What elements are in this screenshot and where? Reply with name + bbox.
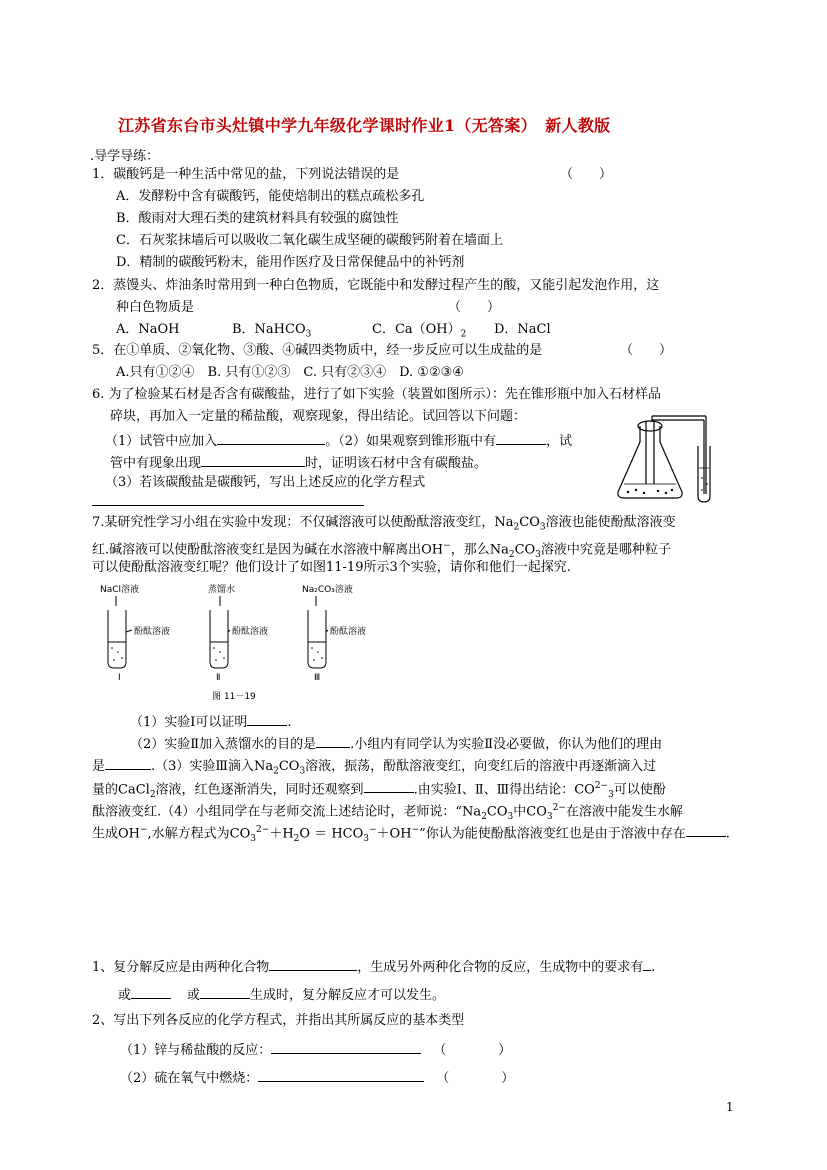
tube-3-label: 酚酞溶液 bbox=[330, 627, 367, 637]
q7-blank-3[interactable] bbox=[105, 755, 151, 770]
q5-stem: 5．在①单质、②氧化物、③酸、④碱四类物质中，经一步反应可以生成盐的是 bbox=[92, 343, 543, 358]
q2-option-c: C．$Ca(OH)_2$ bbox=[372, 322, 467, 340]
q7-blank-2[interactable] bbox=[316, 733, 350, 748]
section-heading: .导学导练： bbox=[90, 149, 160, 164]
q1-option-c: C．石灰浆抹墙后可以吸收二氧化碳生成坚硬的碳酸钙附着在墙面上 bbox=[116, 233, 503, 248]
figure-caption: 图 11－19 bbox=[212, 692, 256, 702]
page-title: 江苏省东台市头灶镇中学九年级化学课时作业1（无答案） 新人教版 bbox=[118, 116, 611, 135]
p2-line-5: （2）硫在氧气中燃烧： （ ） bbox=[120, 1067, 514, 1088]
page-number: 1 bbox=[726, 1100, 734, 1114]
q2-option-d: D．NaCl bbox=[494, 322, 551, 337]
p2-blank-1[interactable] bbox=[269, 956, 357, 971]
q2-answer-paren[interactable]: （ ） bbox=[448, 300, 501, 315]
tube-2-roman: Ⅱ bbox=[216, 673, 221, 683]
p2-blank-4[interactable] bbox=[200, 984, 250, 999]
q7-answer-3: 是 .（3）实验Ⅲ滴入$Na_2CO_3$溶液，振荡，酚酞溶液变红，向变红后的溶液中再逐渐滴入过 bbox=[92, 755, 656, 781]
p2-line-3: 2、写出下列各反应的化学方程式，并指出其所属反应的基本类型 bbox=[92, 1013, 465, 1028]
q7-blank-1[interactable] bbox=[247, 711, 287, 726]
q6-blank-2[interactable] bbox=[496, 430, 546, 445]
q7-answer-1: （1）实验Ⅰ可以证明 . bbox=[130, 711, 292, 732]
q7-blank-4[interactable] bbox=[364, 778, 414, 793]
tube-1-roman: Ⅰ bbox=[118, 673, 121, 683]
p2-line-1: 1、复分解反应是由两种化合物 ，生成另外两种化合物的反应，生成物中的要求有 . bbox=[92, 956, 655, 977]
q7-line-1: 7.某研究性学习小组在实验中发现：不仅碱溶液可以使酚酞溶液变红，$Na_2CO_3$溶液也能使酚酞溶液变 bbox=[92, 515, 676, 533]
q6-line-2: 碎块，再加入一定量的稀盐酸，观察现象，得出结论。试回答以下问题： bbox=[110, 409, 527, 424]
q6-line-5: （3）若该碳酸盐是碳酸钙，写出上述反应的化学方程式 bbox=[105, 475, 426, 490]
q2-stem-2: 种白色物质是 bbox=[116, 300, 195, 315]
tube-3-reagent: Na₂CO₃溶液 bbox=[302, 585, 353, 595]
p2-line-2: 或 或 生成时，复分解反应才可以发生。 bbox=[118, 984, 445, 1005]
apparatus-diagram bbox=[608, 412, 738, 504]
q7-blank-5[interactable] bbox=[686, 822, 726, 837]
q1-option-a: A．发酵粉中含有碳酸钙，能使焙制出的糕点疏松多孔 bbox=[116, 189, 425, 204]
q1-option-b: B．酸雨对大理石类的建筑材料具有较强的腐蚀性 bbox=[116, 211, 399, 226]
q7-answer-2: （2）实验Ⅱ加入蒸馏水的目的是 .小组内有同学认为实验Ⅱ没必要做，你认为他们的理由 bbox=[130, 733, 662, 754]
q6-blank-3[interactable] bbox=[201, 452, 305, 467]
q5-answer-paren[interactable]: （ ） bbox=[620, 343, 673, 358]
p2-line-4: （1）锌与稀盐酸的反应： （ ） bbox=[120, 1039, 511, 1060]
q6-line-3: （1）试管中应加入 。（2）如果观察到锥形瓶中有 ，试 bbox=[105, 430, 572, 451]
q6-blank-1[interactable] bbox=[217, 430, 325, 445]
tube-1-reagent: NaCl溶液 bbox=[100, 585, 140, 595]
q1-answer-paren[interactable]: （ ） bbox=[560, 167, 613, 182]
q7-line-2: 红.碱溶液可以使酚酞溶液变红是因为碱在水溶液中解离出OH−，那么$Na_2CO_3$溶液中究竟是哪种粒子 bbox=[92, 541, 671, 560]
figure-11-19 bbox=[96, 582, 376, 704]
p2-blank-3[interactable] bbox=[131, 984, 171, 999]
q1-option-d: D．精制的碳酸钙粉末，能用作医疗及日常保健品中的补钙剂 bbox=[116, 255, 465, 270]
p2-blank-5[interactable] bbox=[271, 1039, 421, 1054]
tube-3-roman: Ⅲ bbox=[314, 673, 321, 683]
tube-2-reagent: 蒸馏水 bbox=[208, 585, 236, 595]
q5-options: A.只有①②④ B. 只有①②③ C. 只有②③④ D. ①②③④ bbox=[116, 365, 464, 380]
q7-answer-4: 量的CaCl$_2$溶液，红色逐渐消失，同时还观察到 .由实验Ⅰ、Ⅱ、Ⅲ得出结论：$CO^{2-}_3$可以使酚 bbox=[92, 777, 666, 804]
q2-stem: 2．蒸馒头、炸油条时常用到一种白色物质，它既能中和发酵过程产生的酸，又能引起发泡作用，这 bbox=[92, 278, 660, 293]
q2-option-b: B．NaHCO$_3$ bbox=[232, 322, 312, 340]
tube-1-label: 酚酞溶液 bbox=[134, 627, 171, 637]
p2-blank-6[interactable] bbox=[258, 1067, 424, 1082]
q7-line-3: 可以使酚酞溶液变红呢？他们设计了如图11-19所示3个实验，请你和他们一起探究. bbox=[92, 560, 571, 575]
q6-line-4: 管中有现象出现 时，证明该石材中含有碳酸盐。 bbox=[110, 452, 487, 473]
tube-2-label: 酚酞溶液 bbox=[232, 627, 269, 637]
q2-option-a: A．NaOH bbox=[116, 322, 180, 337]
q6-line-1: 6. 为了检验某石材是否含有碳酸盐，进行了如下实验（装置如图所示）：先在锥形瓶中加入石材样品 bbox=[92, 387, 662, 402]
q6-answer-line[interactable] bbox=[92, 505, 364, 506]
q7-answer-5: 酞溶液变红.（4）小组同学在与老师交流上述结论时，老师说：“$Na_2CO_3$中$CO_3^{2-}$在溶液中能发生水解 bbox=[92, 803, 683, 822]
q1-stem: 1．碳酸钙是一种生活中常见的盐，下列说法错误的是 bbox=[92, 167, 400, 182]
q7-answer-6: 生成OH−,水解方程式为$CO_3^{2-}+H_2O = HCO_3^-+OH^-$”你认为能使酚酞溶液变红也是由于溶液中存在 . bbox=[92, 821, 730, 848]
